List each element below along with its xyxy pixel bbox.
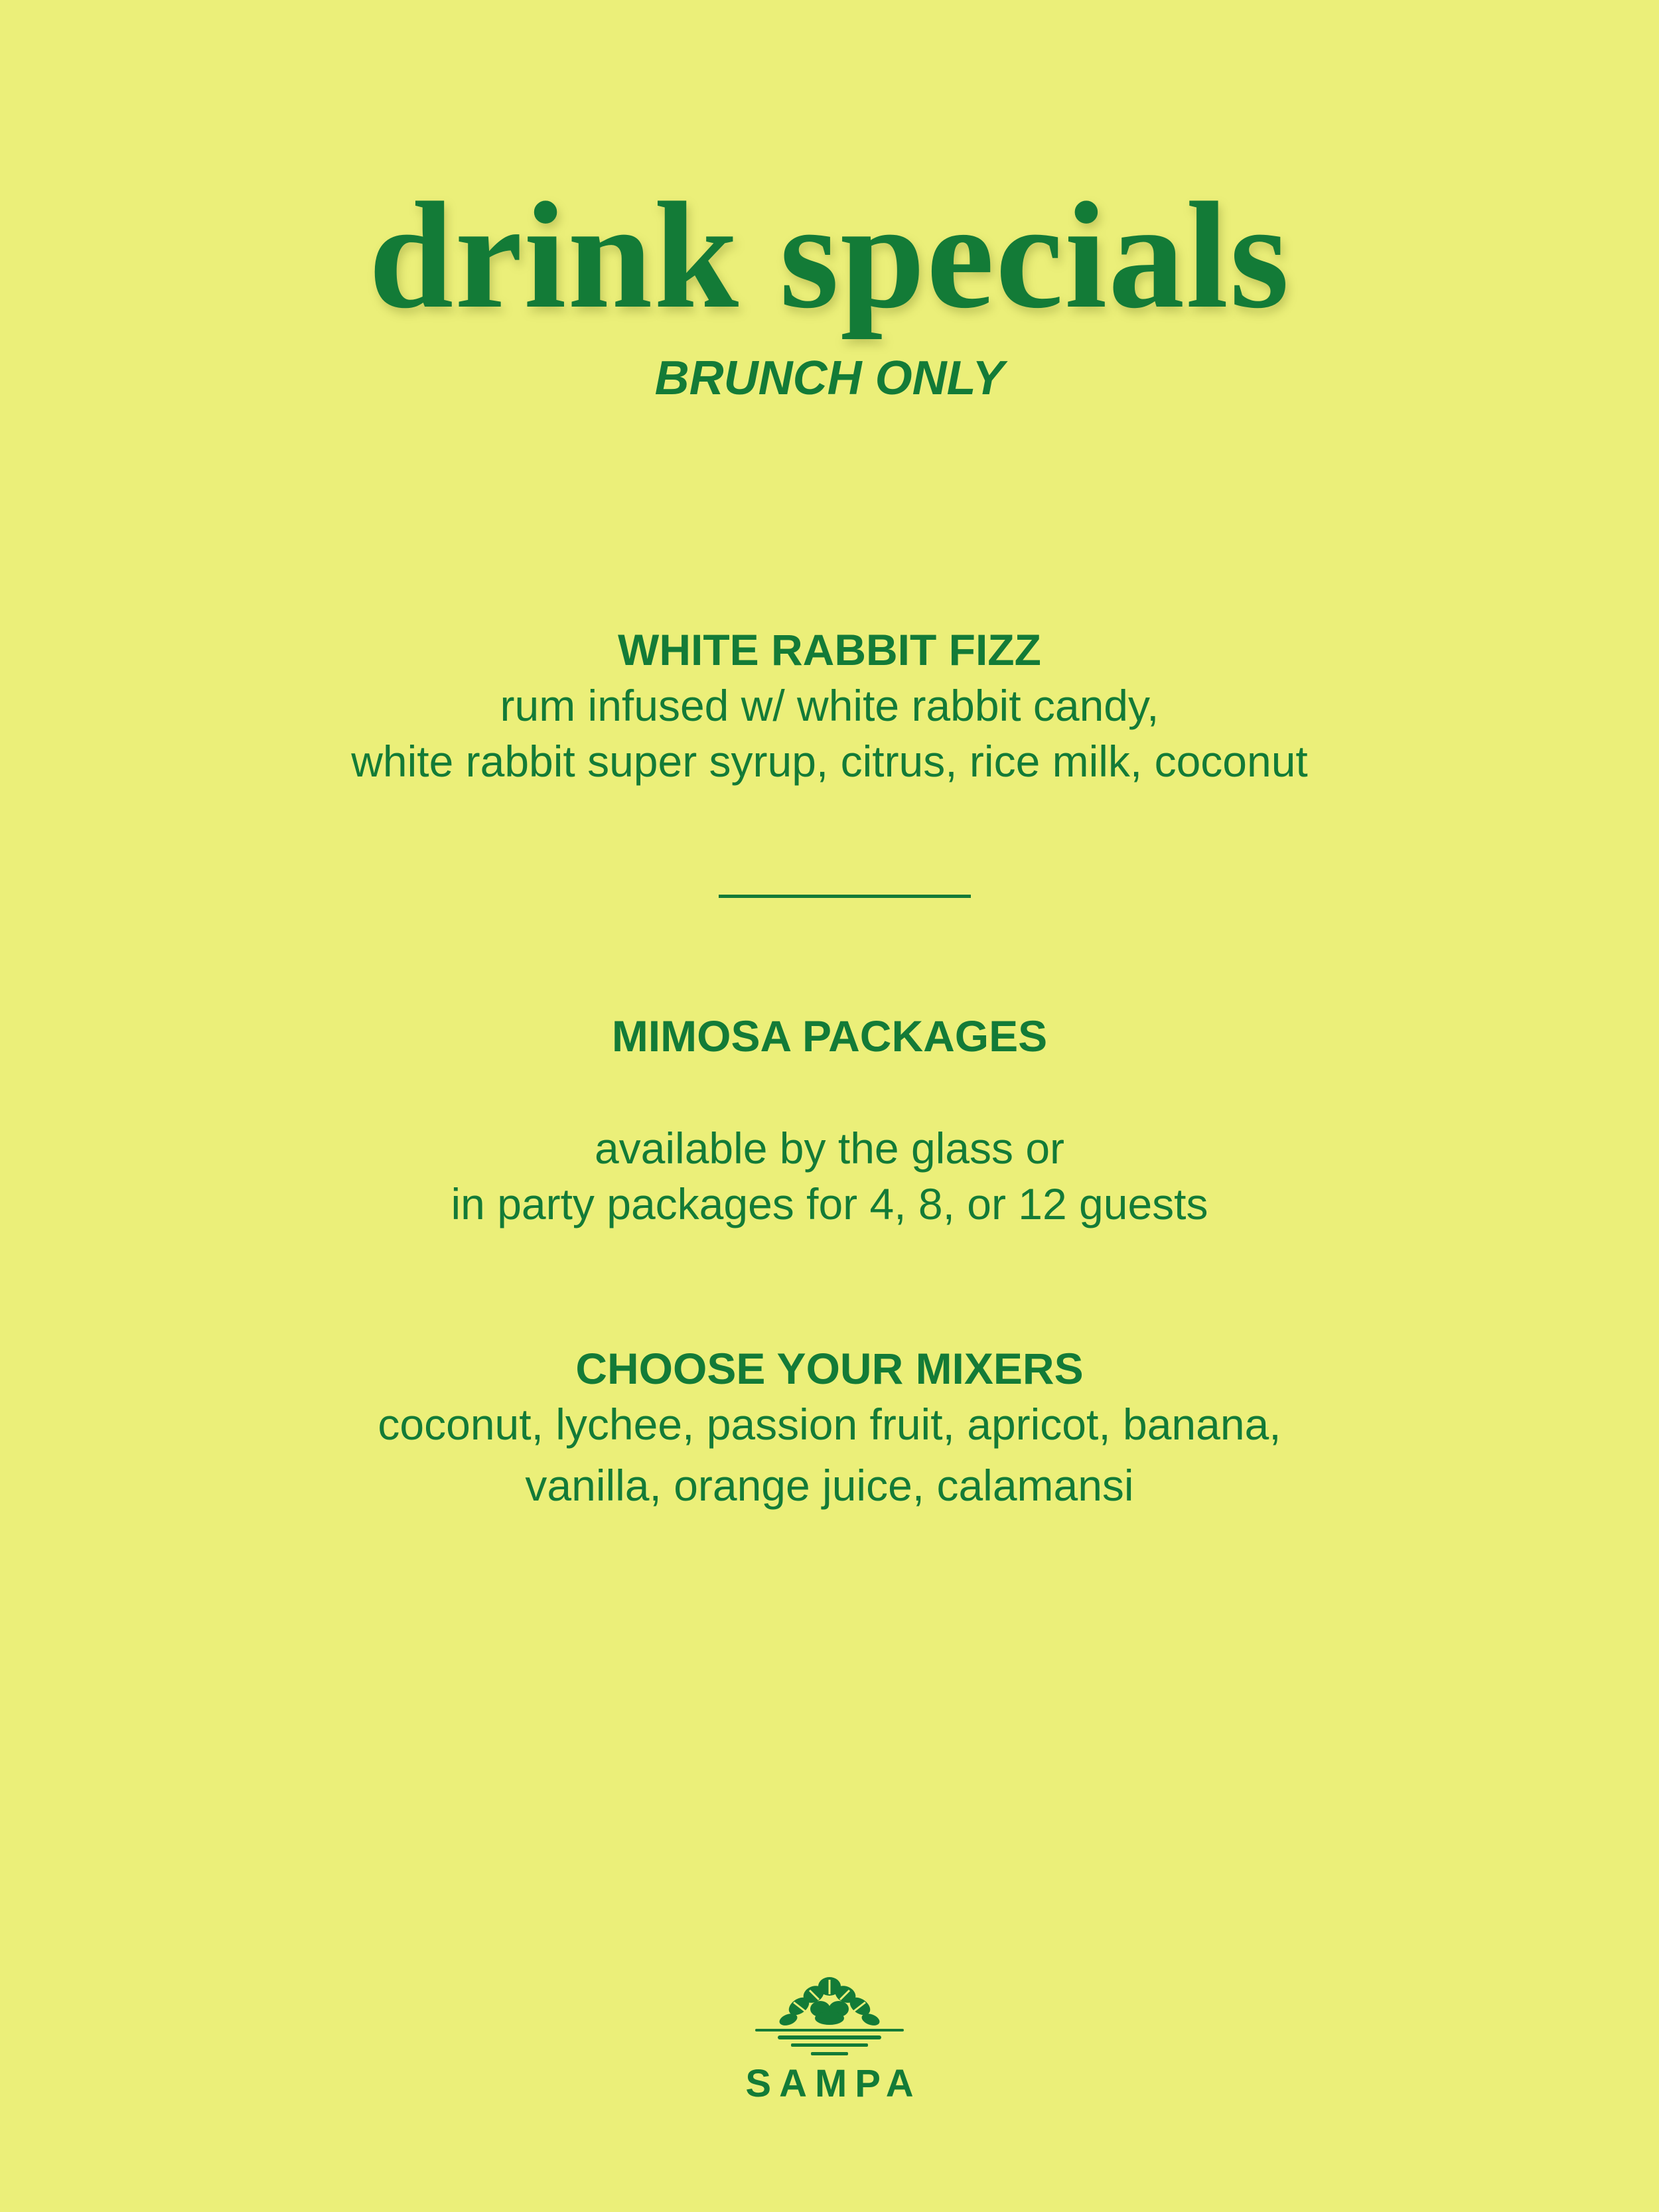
mixers-description-line-2: vanilla, orange juice, calamansi <box>525 1461 1134 1510</box>
white-rabbit-fizz-heading: WHITE RABBIT FIZZ <box>618 625 1041 674</box>
mimosa-packages-description-line-2: in party packages for 4, 8, or 12 guests <box>451 1179 1208 1228</box>
mixers-description-line-1: coconut, lychee, passion fruit, apricot, banana, <box>378 1400 1281 1449</box>
page-subtitle: BRUNCH ONLY <box>654 352 1005 405</box>
page-title: drink specials <box>368 171 1291 340</box>
mimosa-packages-heading: MIMOSA PACKAGES <box>611 1011 1048 1061</box>
section-divider <box>719 895 971 898</box>
brand-name: SAMPA <box>745 2062 922 2105</box>
sampa-leaf-bowl-icon <box>750 1968 909 2067</box>
white-rabbit-fizz-description-line-1: rum infused w/ white rabbit candy, <box>500 681 1159 730</box>
mimosa-packages-description-line-1: available by the glass or <box>594 1124 1065 1173</box>
white-rabbit-fizz-description-line-2: white rabbit super syrup, citrus, rice milk, coconut <box>351 737 1308 786</box>
mixers-heading: CHOOSE YOUR MIXERS <box>575 1344 1084 1393</box>
